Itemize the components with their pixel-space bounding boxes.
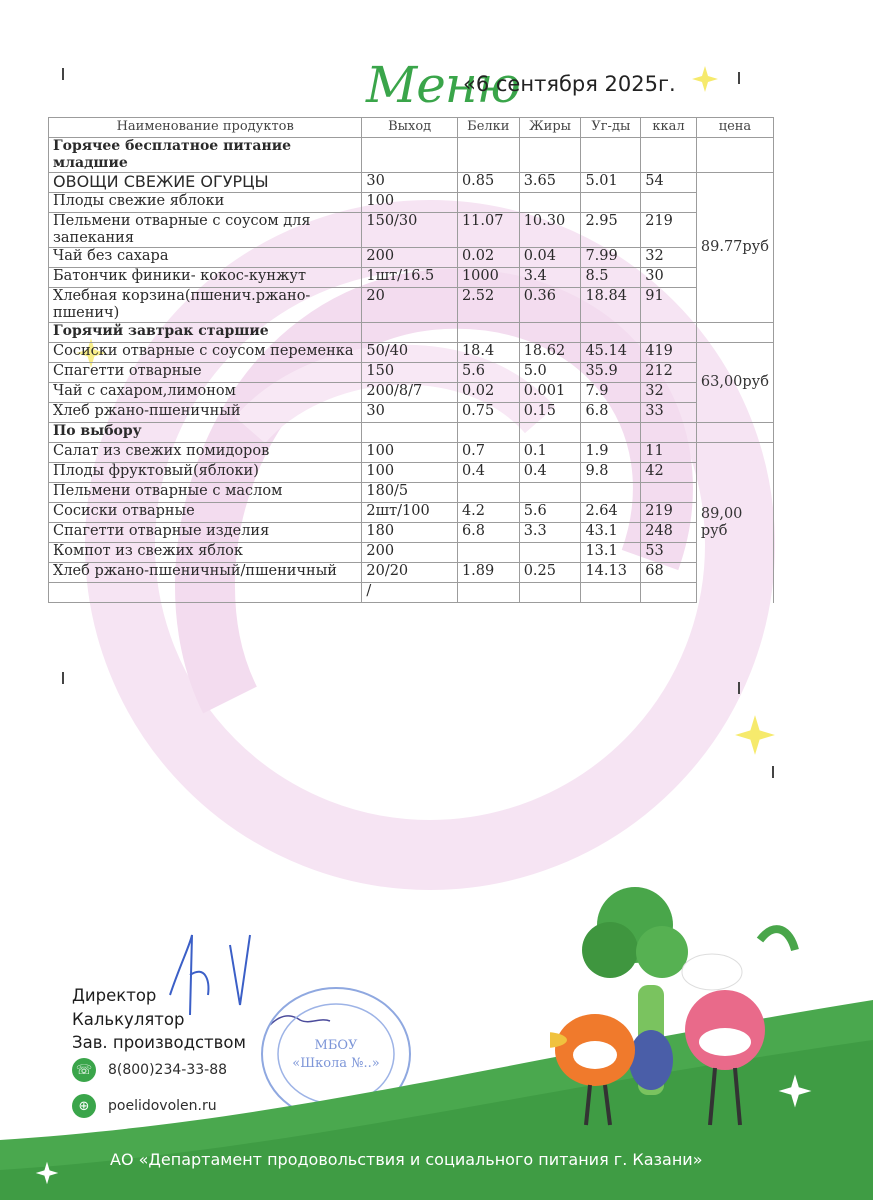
empty-cell	[362, 423, 458, 443]
value-cell-out: 200/8/7	[362, 383, 458, 403]
website-link: poelidovolen.ru	[108, 1098, 217, 1114]
value-cell-c: 13.1	[581, 543, 641, 563]
empty-cell	[696, 323, 773, 343]
value-cell-p	[457, 583, 519, 603]
value-cell-p	[457, 483, 519, 503]
value-cell-k: 91	[641, 288, 697, 323]
value-cell-f: 3.3	[519, 523, 581, 543]
empty-cell	[641, 423, 697, 443]
empty-cell	[696, 423, 773, 443]
column-header: Жиры	[519, 118, 581, 138]
value-cell-k: 212	[641, 363, 697, 383]
product-name-cell: Чай с сахаром,лимоном	[49, 383, 362, 403]
empty-cell	[581, 138, 641, 173]
value-cell-out: 2шт/100	[362, 503, 458, 523]
value-cell-p: 11.07	[457, 213, 519, 248]
value-cell-c	[581, 583, 641, 603]
product-name-cell: Плоды фруктовый(яблоки)	[49, 463, 362, 483]
table-row	[49, 193, 774, 213]
value-cell-c: 43.1	[581, 523, 641, 543]
value-cell-f	[519, 483, 581, 503]
empty-cell	[519, 138, 581, 173]
sparkle-icon	[34, 1160, 60, 1186]
value-cell-p: 2.52	[457, 288, 519, 323]
price-cell: 89.77руб	[696, 173, 773, 323]
empty-cell	[457, 323, 519, 343]
product-name-cell: Хлеб ржано-пшеничный	[49, 403, 362, 423]
empty-cell	[696, 138, 773, 173]
product-name-cell: Пельмени отварные с соусом для запекания	[49, 213, 362, 248]
value-cell-f	[519, 543, 581, 563]
product-name-cell	[49, 583, 362, 603]
table-row	[49, 543, 774, 563]
value-cell-p: 0.75	[457, 403, 519, 423]
empty-cell	[457, 138, 519, 173]
section-header-row	[49, 138, 774, 173]
product-name-cell: Компот из свежих яблок	[49, 543, 362, 563]
empty-cell	[519, 423, 581, 443]
sparkle-icon	[732, 712, 778, 758]
section-title: Горячее бесплатное питание младшие	[49, 138, 362, 173]
value-cell-c: 1.9	[581, 443, 641, 463]
value-cell-k: 42	[641, 463, 697, 483]
table-row	[49, 483, 774, 503]
stamp-line-2: «Школа №..»	[292, 1056, 380, 1071]
value-cell-f: 0.04	[519, 248, 581, 268]
value-cell-c: 8.5	[581, 268, 641, 288]
section-title: Горячий завтрак старшие	[49, 323, 362, 343]
value-cell-k: 219	[641, 503, 697, 523]
product-name-cell: Салат из свежих помидоров	[49, 443, 362, 463]
value-cell-c: 18.84	[581, 288, 641, 323]
stamp-line-1: МБОУ	[314, 1038, 358, 1053]
value-cell-f: 3.4	[519, 268, 581, 288]
footer-organization: АО «Департамент продовольствия и социального питания г. Казани»	[110, 1150, 703, 1169]
value-cell-f: 5.6	[519, 503, 581, 523]
value-cell-f: 0.15	[519, 403, 581, 423]
value-cell-out: 100	[362, 193, 458, 213]
value-cell-p	[457, 193, 519, 213]
value-cell-c: 6.8	[581, 403, 641, 423]
section-header-row	[49, 423, 774, 443]
empty-cell	[641, 138, 697, 173]
value-cell-f: 10.30	[519, 213, 581, 248]
product-name-cell: Спагетти отварные изделия	[49, 523, 362, 543]
value-cell-k: 248	[641, 523, 697, 543]
value-cell-f: 5.0	[519, 363, 581, 383]
value-cell-p: 0.85	[457, 173, 519, 193]
value-cell-p: 5.6	[457, 363, 519, 383]
value-cell-out: 50/40	[362, 343, 458, 363]
value-cell-out: 180	[362, 523, 458, 543]
value-cell-p: 0.7	[457, 443, 519, 463]
table-row	[49, 248, 774, 268]
value-cell-p: 0.02	[457, 248, 519, 268]
scan-mark	[62, 672, 64, 684]
vegetable-mascots-illustration	[550, 880, 850, 1140]
value-cell-c	[581, 193, 641, 213]
value-cell-f: 3.65	[519, 173, 581, 193]
table-body	[49, 138, 774, 603]
menu-heading: Меню	[366, 56, 520, 114]
value-cell-out: 20	[362, 288, 458, 323]
section-header-row	[49, 323, 774, 343]
value-cell-out: 200	[362, 543, 458, 563]
value-cell-k: 30	[641, 268, 697, 288]
value-cell-out: 150/30	[362, 213, 458, 248]
value-cell-out: 200	[362, 248, 458, 268]
value-cell-k	[641, 483, 697, 503]
value-cell-f	[519, 193, 581, 213]
table-row	[49, 563, 774, 583]
column-header: ккал	[641, 118, 697, 138]
table-row	[49, 363, 774, 383]
table-row	[49, 213, 774, 248]
table-header-row	[49, 118, 774, 138]
product-name-cell: Сосиски отварные с соусом переменка	[49, 343, 362, 363]
value-cell-k: 11	[641, 443, 697, 463]
product-name-cell: Сосиски отварные	[49, 503, 362, 523]
value-cell-k: 32	[641, 383, 697, 403]
phone-number: 8(800)234-33-88	[108, 1062, 228, 1078]
value-cell-c: 2.95	[581, 213, 641, 248]
product-name-cell: Хлеб ржано-пшеничный/пшеничный	[49, 563, 362, 583]
empty-cell	[362, 323, 458, 343]
menu-date: «6 сентября 2025г.	[463, 72, 676, 96]
value-cell-p: 18.4	[457, 343, 519, 363]
value-cell-out: 180/5	[362, 483, 458, 503]
value-cell-p: 1.89	[457, 563, 519, 583]
table-row	[49, 268, 774, 288]
column-header: Наименование продуктов	[49, 118, 362, 138]
scan-mark	[62, 68, 64, 80]
product-name-cell: Пельмени отварные с маслом	[49, 483, 362, 503]
phone-icon: ☏	[72, 1058, 96, 1082]
product-name-cell: Батончик финики- кокос-кунжут	[49, 268, 362, 288]
value-cell-k: 419	[641, 343, 697, 363]
table-row	[49, 523, 774, 543]
empty-cell	[457, 423, 519, 443]
value-cell-f	[519, 583, 581, 603]
price-cell: 89,00 руб	[696, 443, 773, 603]
value-cell-k	[641, 583, 697, 603]
product-name-cell: Чай без сахара	[49, 248, 362, 268]
value-cell-k: 33	[641, 403, 697, 423]
empty-cell	[581, 323, 641, 343]
value-cell-c: 35.9	[581, 363, 641, 383]
value-cell-f: 0.001	[519, 383, 581, 403]
value-cell-f: 0.36	[519, 288, 581, 323]
product-name-cell: ОВОЩИ СВЕЖИЕ ОГУРЦЫ	[49, 173, 362, 193]
table-row	[49, 503, 774, 523]
column-header: Белки	[457, 118, 519, 138]
value-cell-k: 219	[641, 213, 697, 248]
empty-cell	[519, 323, 581, 343]
value-cell-k: 68	[641, 563, 697, 583]
value-cell-out: /	[362, 583, 458, 603]
table-row	[49, 173, 774, 193]
value-cell-p	[457, 543, 519, 563]
value-cell-c: 7.99	[581, 248, 641, 268]
value-cell-f: 18.62	[519, 343, 581, 363]
empty-cell	[362, 138, 458, 173]
product-name-cell: Хлебная корзина(пшенич.ржано-пшенич)	[49, 288, 362, 323]
production-manager-label: Зав. производством	[72, 1033, 246, 1052]
value-cell-out: 20/20	[362, 563, 458, 583]
value-cell-out: 30	[362, 173, 458, 193]
value-cell-c: 7.9	[581, 383, 641, 403]
value-cell-p: 6.8	[457, 523, 519, 543]
value-cell-k	[641, 193, 697, 213]
scan-mark	[772, 766, 774, 778]
table-row	[49, 463, 774, 483]
table-row	[49, 343, 774, 363]
price-cell: 63,00руб	[696, 343, 773, 423]
table-row	[49, 443, 774, 463]
product-name-cell: Плоды свежие яблоки	[49, 193, 362, 213]
value-cell-out: 1шт/16.5	[362, 268, 458, 288]
value-cell-k: 32	[641, 248, 697, 268]
value-cell-out: 100	[362, 463, 458, 483]
calculator-label: Калькулятор	[72, 1009, 185, 1029]
product-name-cell: Спагетти отварные	[49, 363, 362, 383]
value-cell-f: 0.1	[519, 443, 581, 463]
globe-icon: ⊕	[72, 1094, 96, 1118]
section-title: По выбору	[49, 423, 362, 443]
value-cell-out: 30	[362, 403, 458, 423]
value-cell-k: 53	[641, 543, 697, 563]
empty-cell	[581, 423, 641, 443]
table-row	[49, 403, 774, 423]
menu-table	[48, 117, 774, 603]
table-row	[49, 288, 774, 323]
value-cell-k: 54	[641, 173, 697, 193]
column-header: Выход	[362, 118, 458, 138]
empty-cell	[641, 323, 697, 343]
value-cell-p: 4.2	[457, 503, 519, 523]
value-cell-p: 0.02	[457, 383, 519, 403]
value-cell-out: 100	[362, 443, 458, 463]
value-cell-f: 0.25	[519, 563, 581, 583]
value-cell-c: 5.01	[581, 173, 641, 193]
value-cell-out: 150	[362, 363, 458, 383]
value-cell-f: 0.4	[519, 463, 581, 483]
scan-mark	[738, 682, 740, 694]
sparkle-icon	[690, 64, 720, 94]
column-header: цена	[696, 118, 773, 138]
value-cell-p: 0.4	[457, 463, 519, 483]
value-cell-p: 1000	[457, 268, 519, 288]
value-cell-c: 45.14	[581, 343, 641, 363]
column-header: Уг-ды	[581, 118, 641, 138]
table-row	[49, 583, 774, 603]
director-label: Директор	[72, 986, 157, 1005]
value-cell-c	[581, 483, 641, 503]
table-row	[49, 383, 774, 403]
value-cell-c: 14.13	[581, 563, 641, 583]
value-cell-c: 2.64	[581, 503, 641, 523]
value-cell-c: 9.8	[581, 463, 641, 483]
scan-mark	[738, 72, 740, 84]
